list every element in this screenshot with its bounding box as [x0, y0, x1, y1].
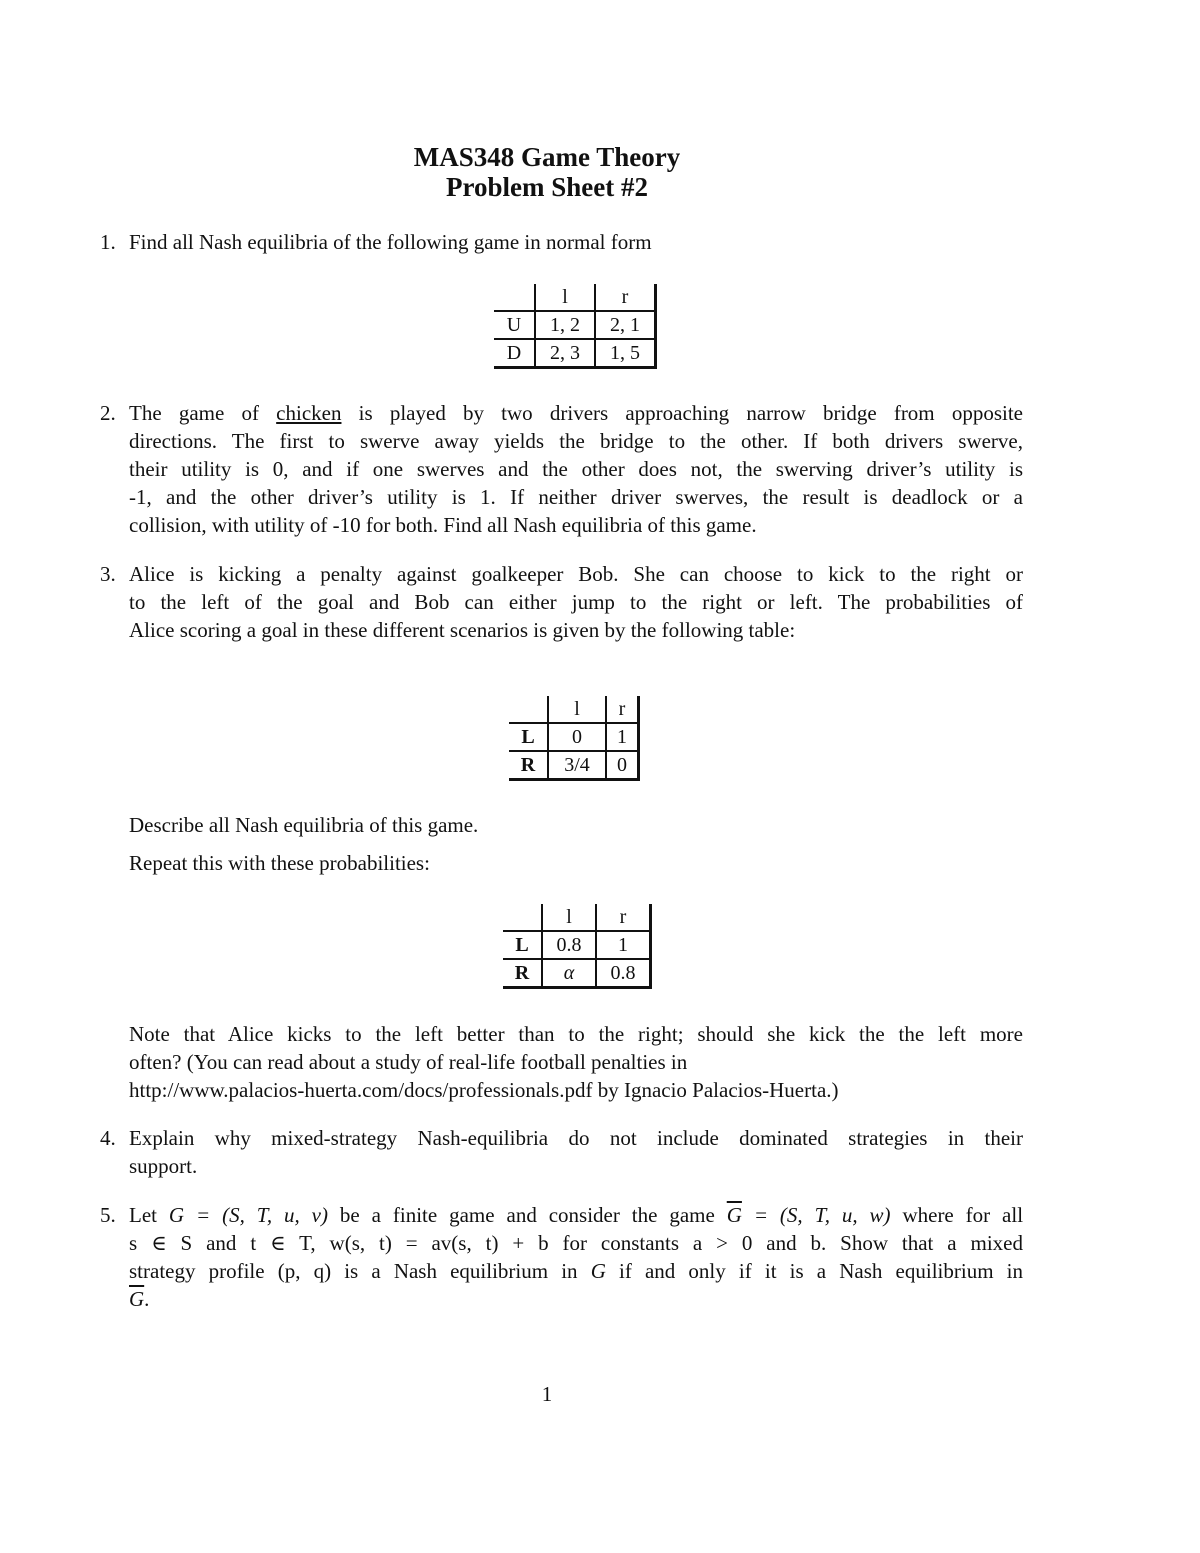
col-header: l — [535, 284, 595, 311]
q3-note-line: Note that Alice kicks to the left better than to the right; should she kick the the left more — [129, 1022, 1023, 1046]
title-line-2: Problem Sheet #2 — [446, 172, 648, 202]
q5-line-1: Let G = (S, T, u, v) be a finite game and consider the game $\overline{G} = (S$, T, u, w) where for all — [129, 1203, 1024, 1227]
q2-line-1: The game of chicken is played by two drivers approaching narrow bridge from opposite — [129, 401, 1023, 425]
q5-line-2: s ∈ S and t ∈ T, w(s, t) = av(s, t) + b for constants a > 0 and b. Show that a mixed — [129, 1231, 1023, 1255]
col-header: l — [542, 904, 596, 931]
q3-describe: Describe all Nash equilibria of this game. — [129, 813, 479, 837]
q5-number: 5. — [100, 1203, 116, 1227]
q3-table-1 — [509, 696, 640, 781]
table-cell: 3/4 — [548, 751, 606, 780]
q2-line: their utility is 0, and if one swerves and the other does not, the swerving driver’s utility is — [129, 457, 1023, 481]
q3-note — [129, 1020, 1023, 1104]
q5-line-3: strategy profile (p, q) is a Nash equilibrium in G if and only if it is a Nash equilibrium in — [129, 1259, 1024, 1283]
title-line-1: MAS348 Game Theory — [413, 142, 681, 172]
q3-repeat: Repeat this with these probabilities: — [129, 851, 430, 875]
q4-text — [129, 1124, 1023, 1180]
q5-line-4: $\overline{G}$. — [129, 1287, 150, 1311]
row-header: D — [494, 339, 535, 368]
q2-line: -1, and the other driver’s utility is 1. If neither driver swerves, the result is deadlock or a — [129, 485, 1023, 509]
row-header: R — [503, 959, 542, 988]
table-cell: 0.8 — [542, 931, 596, 959]
q5-text — [129, 1201, 1023, 1313]
col-header: l — [548, 696, 606, 723]
row-header: R — [509, 751, 548, 780]
table-cell: 2, 1 — [595, 311, 656, 339]
q4-line: Explain why mixed-strategy Nash-equilibria do not include dominated strategies in their — [129, 1126, 1023, 1150]
col-header: r — [606, 696, 639, 723]
q3-line: Alice is kicking a penalty against goalkeeper Bob. She can choose to kick to the right or — [129, 562, 1023, 586]
table-cell: α — [542, 959, 596, 988]
table-cell: 1, 5 — [595, 339, 656, 368]
table-cell: 1 — [606, 723, 639, 751]
q2-line: directions. The first to swerve away yields the bridge to the other. If both drivers swerve, — [129, 429, 1023, 453]
row-header: L — [509, 723, 548, 751]
q3-line: to the left of the goal and Bob can either jump to the right or left. The probabilities of — [129, 590, 1023, 614]
row-header: U — [494, 311, 535, 339]
q2-line: collision, with utility of -10 for both. Find all Nash equilibria of this game. — [129, 513, 757, 537]
q3-table-2 — [503, 904, 652, 989]
table-cell: 0 — [548, 723, 606, 751]
q1-text: Find all Nash equilibria of the following game in normal form — [129, 230, 652, 254]
page-number: 1 — [541, 1382, 553, 1406]
q3-note-line: http://www.palacios-huerta.com/docs/professionals.pdf by Ignacio Palacios-Huerta.) — [129, 1078, 839, 1102]
q1-game-table — [494, 284, 657, 369]
table-cell: 0 — [606, 751, 639, 780]
page-title — [0, 142, 1094, 202]
chicken-term: chicken — [276, 401, 342, 425]
col-header: r — [595, 284, 656, 311]
q2-text — [129, 399, 1023, 539]
q4-number: 4. — [100, 1126, 116, 1150]
q3-line: Alice scoring a goal in these different scenarios is given by the following table: — [129, 618, 796, 642]
table-cell: 2, 3 — [535, 339, 595, 368]
col-header: r — [596, 904, 651, 931]
table-cell: 0.8 — [596, 959, 651, 988]
q1-number: 1. — [100, 230, 116, 254]
table-cell: 1 — [596, 931, 651, 959]
q2-number: 2. — [100, 401, 116, 425]
q4-line: support. — [129, 1154, 198, 1178]
row-header: L — [503, 931, 542, 959]
q3-number: 3. — [100, 562, 116, 586]
table-cell: 1, 2 — [535, 311, 595, 339]
q3-note-line: often? (You can read about a study of real-life football penalties in — [129, 1050, 688, 1074]
q3-text — [129, 560, 1023, 644]
